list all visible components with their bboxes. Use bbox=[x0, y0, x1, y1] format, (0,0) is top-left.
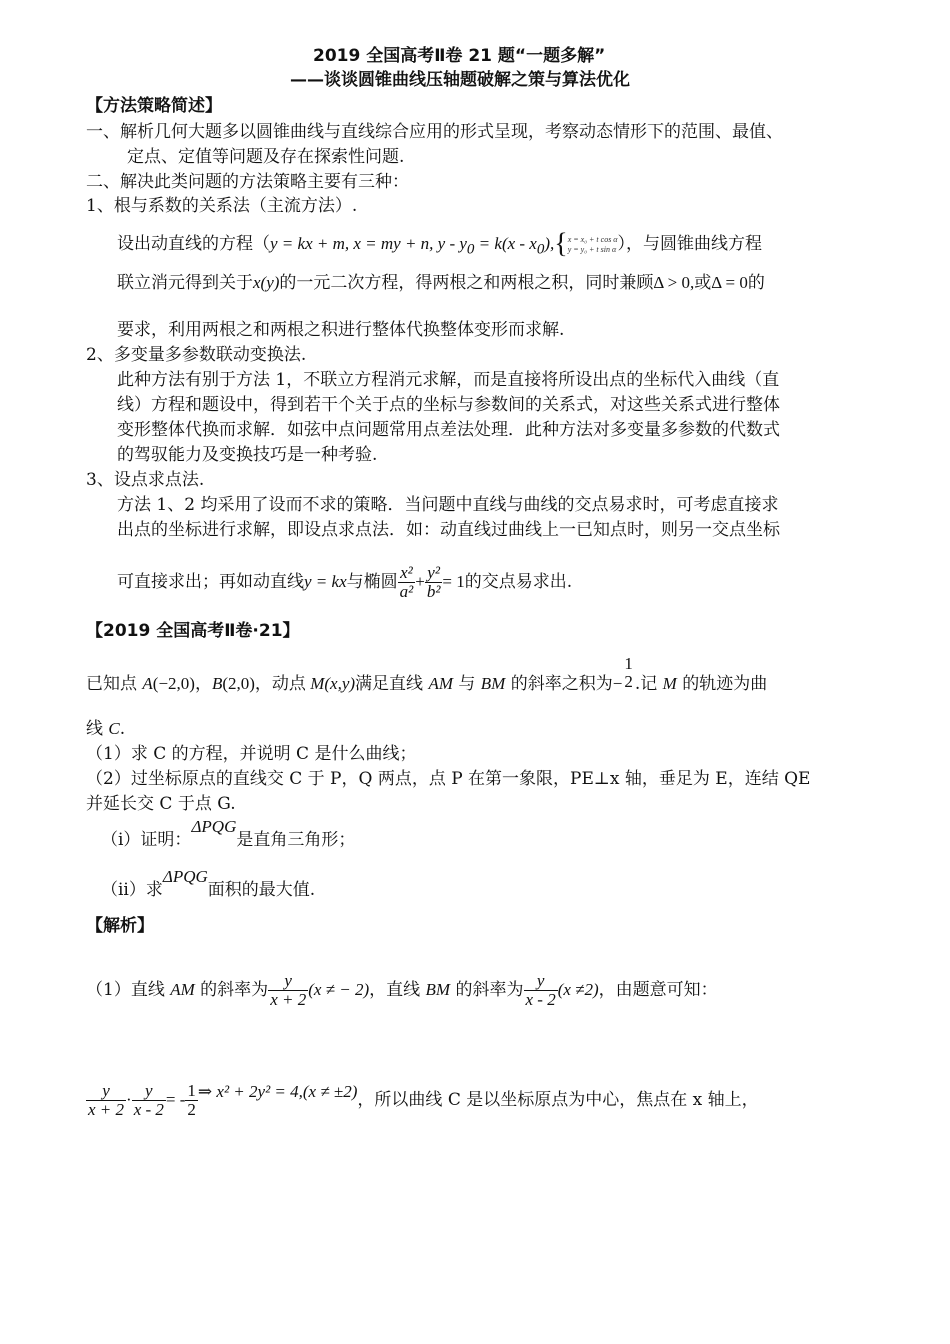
minus-sign: − bbox=[612, 674, 623, 693]
condition: (x ≠ − 2) bbox=[308, 980, 370, 999]
text: 满足直线 bbox=[355, 674, 429, 694]
denominator: b² bbox=[426, 582, 441, 601]
solution-line2 bbox=[86, 1078, 759, 1122]
coord: (x,y) bbox=[324, 674, 356, 693]
line-am: AM bbox=[170, 980, 195, 999]
method-2-line4: 的驾驭能力及变换技巧是一种考验. bbox=[117, 445, 378, 465]
line-bm: BM bbox=[425, 980, 451, 999]
line-y-kx: y = kx bbox=[304, 572, 347, 591]
numerator: y bbox=[145, 1081, 153, 1100]
fraction-y-over-x-minus-2 bbox=[132, 1082, 166, 1119]
param-y: y = y₀ + t sin α bbox=[567, 244, 617, 254]
method-1-line3: 要求，利用两根之和两根之积进行整体代换整体变形而求解. bbox=[117, 320, 565, 340]
text: ，直线 bbox=[369, 980, 426, 1000]
denominator: 2 bbox=[624, 671, 633, 691]
text: 的斜率为 bbox=[450, 980, 524, 1000]
param-x: x = x₀ + t cos α bbox=[567, 234, 618, 244]
method-3-line2: 出点的坐标进行求解，即设点求点法．如：动直线过曲线上一已知点时，则另一交点坐标 bbox=[117, 520, 780, 540]
method-3-heading: 3、设点求点法. bbox=[86, 470, 205, 490]
coord: (−2,0)， bbox=[152, 674, 212, 693]
line-equations bbox=[270, 234, 555, 258]
text: 的轨迹为曲 bbox=[676, 674, 768, 694]
text: .记 bbox=[634, 674, 663, 694]
text: ，所以曲线 C 是以坐标原点为中心，焦点在 x 轴上， bbox=[357, 1090, 759, 1110]
fraction-slope-am bbox=[268, 972, 308, 1009]
text: 设出动直线的方程（ bbox=[117, 234, 270, 254]
text: 的一元二次方程，得两根之和两根之积，同时兼顾 bbox=[279, 273, 654, 293]
title-line-2: ——谈谈圆锥曲线压轴题破解之策与算法优化 bbox=[290, 70, 630, 90]
text: （ii）求 bbox=[101, 880, 163, 900]
triangle-pqg: ΔPQG bbox=[191, 817, 237, 836]
text: 与椭圆 bbox=[346, 572, 398, 592]
denominator: x + 2 bbox=[88, 1100, 125, 1119]
line-bm: BM bbox=[480, 674, 506, 693]
numerator: x² bbox=[400, 563, 413, 582]
text: （1）直线 bbox=[86, 980, 171, 1000]
text: （i）证明： bbox=[101, 830, 192, 850]
numerator: 1 bbox=[187, 1081, 196, 1100]
method-p1-line1: 一、解析几何大题多以圆锥曲线与直线综合应用的形式呈现，考察动态情形下的范围、最值、 bbox=[86, 122, 783, 142]
fraction-slope-bm bbox=[524, 972, 558, 1009]
method-2-line1: 此种方法有别于方法 1，不联立方程消元求解，而是直接将所设出点的坐标代入曲线（直 bbox=[117, 370, 780, 390]
point-a: A bbox=[142, 674, 153, 693]
text: 面积的最大值. bbox=[207, 880, 316, 900]
denominator: x - 2 bbox=[525, 990, 556, 1009]
question-2-line1: （2）过坐标原点的直线交 C 于 P，Q 两点，点 P 在第一象限，PE⊥x 轴，垂足为 E，连结 QE bbox=[86, 769, 811, 789]
problem-heading: 【2019 全国高考Ⅱ卷·21】 bbox=[86, 621, 300, 641]
question-2-ii bbox=[101, 867, 316, 902]
text: 可直接求出；再如动直线 bbox=[117, 572, 304, 592]
point-m: M bbox=[662, 674, 677, 693]
method-p1-line2: 定点、定值等问题及存在探索性问题. bbox=[127, 147, 405, 167]
plus-sign: + bbox=[415, 572, 425, 591]
fraction-x2-a2 bbox=[398, 564, 416, 601]
denominator: a² bbox=[399, 582, 414, 601]
text: 联立消元得到关于 bbox=[117, 273, 253, 293]
var-xy: x(y) bbox=[253, 273, 280, 292]
numerator: y bbox=[102, 1081, 110, 1100]
eq-sub: 0 bbox=[536, 241, 545, 258]
method-1-heading: 1、根与系数的关系法（主流方法）. bbox=[86, 196, 358, 216]
method-1-line2 bbox=[117, 271, 765, 295]
text: ，由题意可知： bbox=[598, 980, 718, 1000]
parametric-system bbox=[568, 235, 618, 255]
eq-part: y = kx + m, x = my + n, y - y bbox=[270, 234, 467, 253]
text: 线 bbox=[86, 719, 109, 739]
method-2-heading: 2、多变量多参数联动变换法. bbox=[86, 345, 307, 365]
text: 的 bbox=[747, 273, 765, 293]
equals-one: = 1 bbox=[442, 572, 465, 591]
method-2-line3: 变形整体代换而求解．如弦中点问题常用点差法处理．此种方法对多变量多参数的代数式 bbox=[117, 420, 780, 440]
solution-heading: 【解析】 bbox=[86, 916, 154, 936]
text: 已知点 bbox=[86, 674, 143, 694]
equals-minus: = - bbox=[165, 1090, 186, 1109]
method-heading: 【方法策略简述】 bbox=[86, 96, 222, 116]
question-2-i bbox=[101, 817, 356, 852]
coord: (2,0)，动点 bbox=[222, 674, 311, 693]
ellipse-equation: ⇒ x² + 2y² = 4,(x ≠ ±2) bbox=[197, 1082, 358, 1101]
fraction-y-over-x-plus-2 bbox=[86, 1082, 126, 1119]
text: 与 bbox=[452, 674, 481, 694]
curve-c: C bbox=[108, 719, 120, 738]
text: 是直角三角形； bbox=[236, 830, 356, 850]
denominator: 2 bbox=[187, 1100, 196, 1119]
left-brace: { bbox=[554, 228, 568, 260]
method-3-line3 bbox=[117, 562, 572, 602]
method-3-line1: 方法 1、2 均采用了设而不求的策略．当问题中直线与曲线的交点易求时，可考虑直接求 bbox=[117, 495, 779, 515]
eq-part: ), bbox=[544, 234, 555, 253]
point-b: B bbox=[211, 674, 223, 693]
eq-sub: 0 bbox=[466, 241, 475, 258]
question-1: （1）求 C 的方程，并说明 C 是什么曲线； bbox=[86, 744, 417, 764]
condition: (x ≠2) bbox=[557, 980, 599, 999]
dot: · bbox=[126, 1090, 132, 1109]
method-p2: 二、解决此类问题的方法策略主要有三种： bbox=[86, 172, 409, 192]
fraction-y2-b2 bbox=[425, 564, 443, 601]
method-1-line1 bbox=[117, 228, 762, 261]
text: 的交点易求出. bbox=[464, 572, 573, 592]
question-2-line2: 并延长交 C 于点 G. bbox=[86, 794, 236, 814]
numerator: y bbox=[536, 971, 545, 990]
problem-statement-line2 bbox=[86, 717, 125, 741]
numerator: y bbox=[284, 971, 292, 990]
solution-line1 bbox=[86, 968, 718, 1012]
fraction-one-half bbox=[622, 655, 635, 691]
triangle-pqg: ΔPQG bbox=[162, 867, 208, 886]
text: 的斜率为 bbox=[194, 980, 269, 1000]
text: 的斜率之积为 bbox=[505, 674, 613, 694]
numerator: 1 bbox=[624, 653, 633, 673]
discriminant-condition: Δ > 0,或Δ = 0 bbox=[653, 273, 748, 292]
line-am: AM bbox=[428, 674, 453, 693]
title-line-1: 2019 全国高考Ⅱ卷 21 题“一题多解” bbox=[313, 46, 606, 66]
eq-part: = k(x - x bbox=[474, 234, 537, 253]
text: . bbox=[119, 719, 126, 739]
denominator: x - 2 bbox=[133, 1100, 164, 1119]
text: ），与圆锥曲线方程 bbox=[617, 234, 762, 254]
numerator: y² bbox=[427, 563, 440, 582]
fraction-one-half bbox=[185, 1082, 198, 1119]
method-2-line2: 线）方程和题设中，得到若干个关于点的坐标与参数间的关系式，对这些关系式进行整体 bbox=[117, 395, 780, 415]
problem-statement-line1 bbox=[86, 653, 768, 704]
denominator: x + 2 bbox=[270, 990, 307, 1009]
point-m: M bbox=[310, 674, 325, 693]
